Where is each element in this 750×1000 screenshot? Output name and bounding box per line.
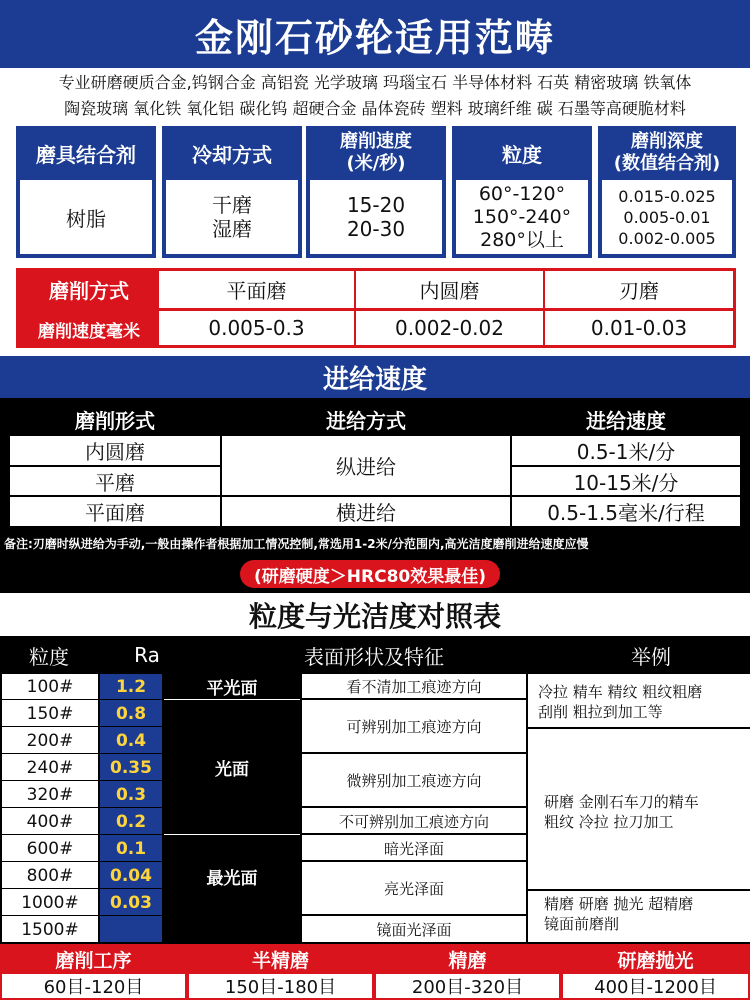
speed-face: 0.005-0.3 — [208, 316, 305, 340]
process-value: 400目-1200目 — [563, 974, 748, 998]
feed-way-longitudinal: 纵进给 — [336, 455, 396, 479]
feed-speed-2: 10-15米/分 — [573, 470, 679, 495]
feature-cell: 暗光泽面 — [302, 836, 526, 862]
grit-cell: 800# — [2, 863, 98, 889]
speed-edge: 0.01-0.03 — [590, 316, 688, 340]
feed-header-speed: 进给速度 — [586, 408, 666, 433]
feed-speed-3: 0.5-1.5毫米/行程 — [547, 501, 705, 525]
process-value: 150目-180目 — [189, 974, 372, 998]
process-label: 半精磨 — [189, 946, 372, 972]
group-brightest: 最光面 — [206, 868, 258, 889]
example-column — [528, 674, 750, 942]
ra-cell: 0.4 — [100, 728, 162, 754]
method-internal: 内圆磨 — [419, 279, 480, 303]
method-face: 平面磨 — [226, 279, 287, 303]
finish-header-feature: 表面形状及特征 — [304, 644, 444, 669]
grit-cell: 150# — [2, 701, 98, 727]
grit-cell: 600# — [2, 836, 98, 862]
grit-cell: 100# — [2, 674, 98, 700]
feed-table-body — [10, 436, 740, 526]
speed-internal: 0.002-0.02 — [394, 316, 504, 340]
ra-cell: 0.3 — [100, 782, 162, 808]
ra-cell: 0.04 — [100, 863, 162, 889]
materials-line-1: 专业研磨硬质合金,钨钢合金 高铝瓷 光学玻璃 玛瑙宝石 半导体材料 石英 精密玻璃 铁氧体 — [58, 73, 692, 92]
example-cell: 精磨 研磨 抛光 超精磨 镜面前磨削 — [544, 895, 694, 933]
grit-cell: 400# — [2, 809, 98, 835]
feature-cell: 微辨别加工痕迹方向 — [302, 755, 526, 808]
spec-header-bond: 磨具结合剂 — [16, 126, 156, 180]
feed-note: 备注:刃磨时纵进给为手动,一般由操作者根据加工情况控制,常选用1-2米/分范围内,高光洁度磨削进给速度应慢 — [4, 537, 589, 551]
ra-cell: 1.2 — [100, 674, 162, 700]
spec-header-depth: 磨削深度 (数值结合剂) — [598, 126, 736, 180]
spec-header-cooling: 冷却方式 — [162, 126, 302, 180]
process-value: 60目-120目 — [2, 974, 185, 998]
method-edge: 刃磨 — [619, 279, 659, 303]
group-bright: 光面 — [164, 701, 300, 835]
feature-cell: 镜面光泽面 — [376, 921, 452, 939]
feature-cell: 可辨别加工痕迹方向 — [302, 701, 526, 754]
group-flat: 平光面 — [164, 674, 300, 700]
spec-header-grit: 粒度 — [452, 126, 592, 180]
process-label: 精磨 — [376, 946, 559, 972]
materials-line-2: 陶瓷玻璃 氧化铁 氧化铝 碳化钨 超硬合金 晶体瓷砖 塑料 玻璃纤维 碳 石墨等高硬脆材料 — [64, 99, 686, 118]
ra-cell: 0.1 — [100, 836, 162, 862]
title-banner — [0, 0, 750, 68]
feed-title-bar — [0, 356, 750, 398]
ra-cell: 0.2 — [100, 809, 162, 835]
process-table — [0, 944, 750, 1000]
grit-cell: 240# — [2, 755, 98, 781]
page-title: 金刚石砂轮适用范畴 — [194, 15, 555, 60]
finish-title-bar — [0, 594, 750, 636]
spec-value-grit: 60°-120° 150°-240° 280°以上 — [452, 180, 592, 258]
ra-cell — [100, 917, 162, 942]
finish-header-grit: 粒度 — [29, 644, 69, 669]
feature-cell: 看不清加工痕迹方向 — [302, 674, 526, 700]
finish-table — [0, 636, 750, 944]
feed-speed-1: 0.5-1米/分 — [576, 440, 676, 464]
finish-header-ra: Ra — [134, 643, 160, 667]
ra-column — [100, 674, 162, 942]
spec-value-depth: 0.015-0.025 0.005-0.01 0.002-0.005 — [598, 180, 736, 258]
ra-cell: 0.35 — [100, 755, 162, 781]
speed-row-label: 磨削速度毫米 — [19, 311, 159, 348]
example-cell: 研磨 金刚石车刀的精车 粗纹 冷拉 拉刀加工 — [544, 793, 699, 831]
hardness-badge — [240, 560, 500, 588]
grit-cell: 320# — [2, 782, 98, 808]
ra-cell: 0.8 — [100, 701, 162, 727]
hardness-badge-text: (研磨硬度＞HRC80效果最佳) — [254, 566, 486, 587]
feed-way-transverse: 横进给 — [336, 501, 396, 525]
method-table — [16, 268, 736, 348]
spec-value-bond: 树脂 — [16, 180, 156, 258]
process-label: 研磨抛光 — [563, 946, 748, 972]
feed-form-internal: 内圆磨 — [85, 440, 145, 464]
feature-column — [302, 674, 526, 942]
spec-header-speed: 磨削速度 (米/秒) — [306, 126, 446, 180]
feed-title: 进给速度 — [322, 364, 427, 395]
feed-header-form: 磨削形式 — [75, 408, 155, 433]
feed-form-face: 平面磨 — [85, 501, 145, 525]
grit-cell: 200# — [2, 728, 98, 754]
feature-cell: 亮光泽面 — [302, 863, 526, 916]
feed-form-flat: 平磨 — [95, 470, 135, 495]
grit-cell: 1500# — [21, 919, 79, 940]
finish-header-example: 举例 — [631, 644, 671, 669]
spec-table — [12, 122, 740, 262]
ra-cell: 0.03 — [100, 890, 162, 916]
finish-title: 粒度与光洁度对照表 — [248, 600, 501, 633]
feature-cell: 不可辨别加工痕迹方向 — [302, 809, 526, 835]
spec-value-speed: 15-20 20-30 — [306, 180, 446, 258]
spec-value-cooling: 干磨 湿磨 — [162, 180, 302, 258]
process-label: 磨削工序 — [2, 946, 185, 972]
feed-header-way: 进给方式 — [326, 408, 406, 433]
process-value: 200目-320目 — [376, 974, 559, 998]
feed-section — [0, 398, 750, 593]
grit-column — [2, 674, 98, 942]
grit-cell: 1000# — [2, 890, 98, 916]
example-cell: 冷拉 精车 精纹 粗纹粗磨 刮削 粗拉到加工等 — [538, 683, 703, 721]
method-row-label: 磨削方式 — [19, 271, 159, 308]
